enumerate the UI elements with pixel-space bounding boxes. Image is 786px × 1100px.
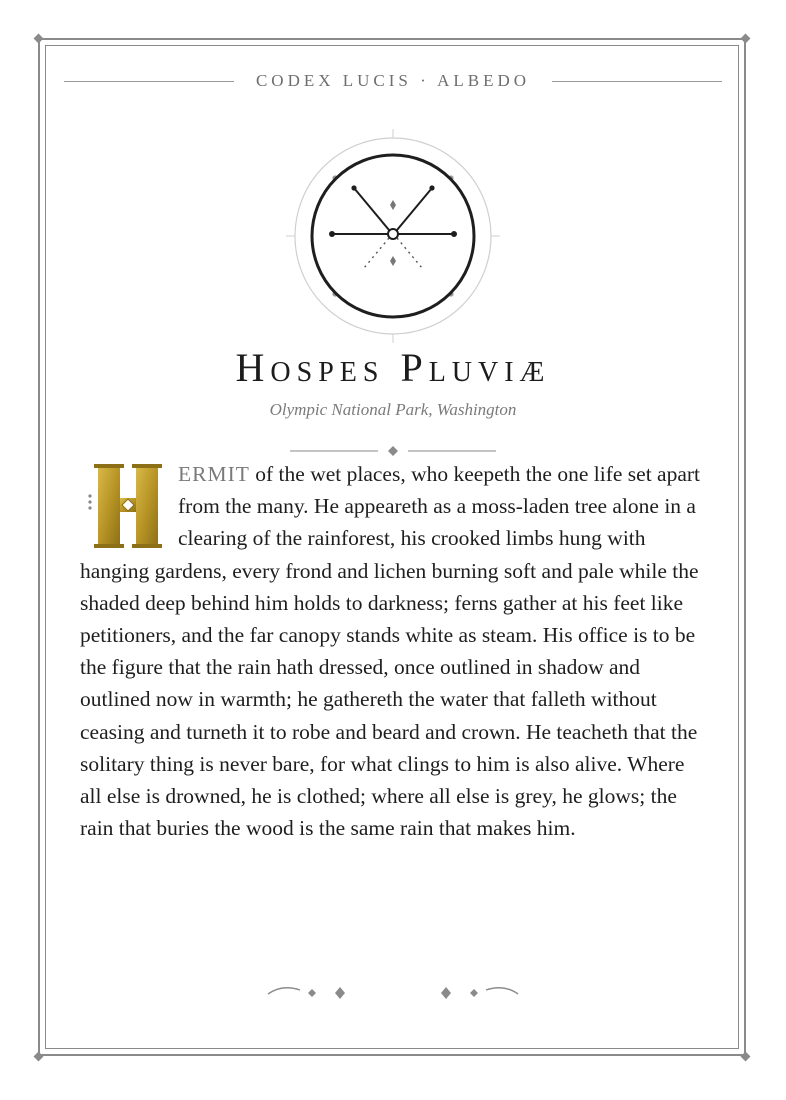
header <box>64 68 722 94</box>
lead-word: ERMIT <box>178 462 250 486</box>
page-title: Hospes Pluviæ <box>235 345 551 390</box>
body-paragraph <box>80 458 704 844</box>
header-rule-left <box>64 81 234 82</box>
body-text: of the wet places, who keepeth the one life set apart from the many. He appeareth as a moss-laden tree alone in a clearing of the rainforest, his crooked limbs hung with hanging gardens, every frond and lichen burning soft and pale while the shaded deep behind him holds to darkness; ferns gather at his feet like petitioners, and the far canopy stands white as steam. His office is to be the figure that the rain hath dressed, once outlined in shadow and outlined now in warmth; he gathereth the water that falleth without ceasing and turneth it to robe and beard and crown. He teacheth that the solitary thing is never bare, for what clings to him is also alive. Where all else is drowned, he is clothed; where all else is grey, he glows; the rain that buries the wood is the same rain that makes him. <box>80 462 701 841</box>
header-text: CODEX LUCIS · ALBEDO <box>255 71 531 90</box>
page-subtitle: Olympic National Park, Washington <box>269 400 517 419</box>
ritual-sigil-icon <box>282 125 504 347</box>
corner-diamond-br <box>741 1052 751 1062</box>
diamond-divider-icon <box>290 443 496 459</box>
flourish-ornament-icon <box>264 980 522 1004</box>
header-rule-right <box>552 81 722 82</box>
